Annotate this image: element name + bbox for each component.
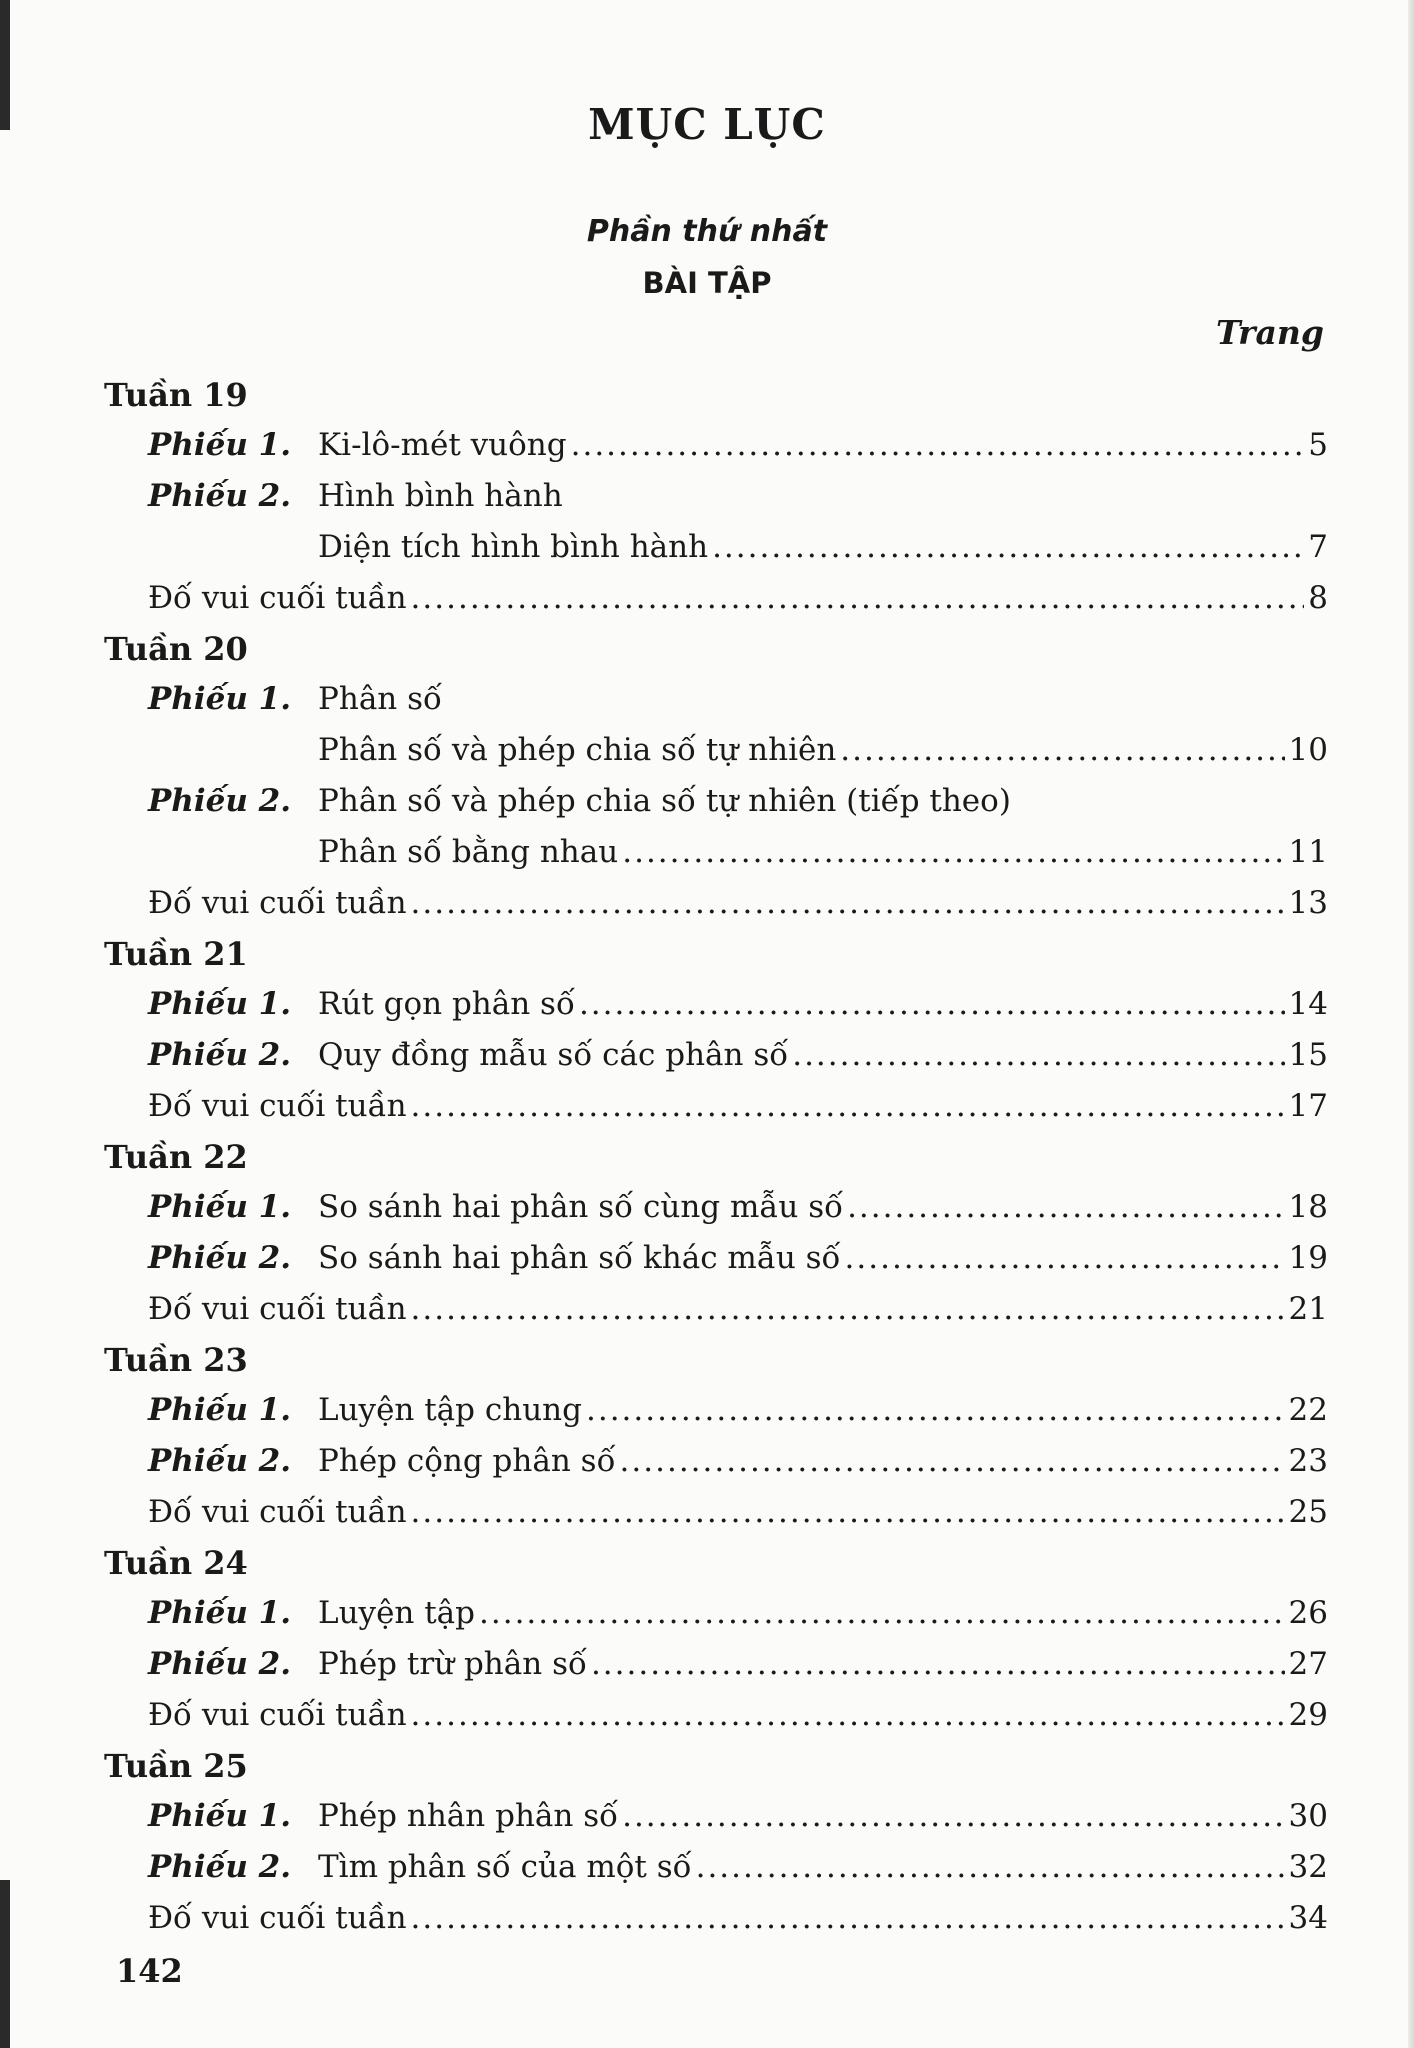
entry-page-number: 29 (1288, 1697, 1328, 1733)
entry-page-number: 26 (1288, 1595, 1328, 1631)
worksheet-label: Phiếu 1. (148, 1595, 292, 1631)
toc-week (0, 370, 1414, 624)
week-title: Tuần 21 (104, 935, 248, 973)
toc-entry[interactable] (0, 522, 1414, 573)
dot-leader (840, 725, 1284, 776)
entry-title: Đố vui cuối tuần (148, 580, 407, 616)
entry-page-number: 11 (1288, 834, 1328, 870)
worksheet-label: Phiếu 1. (148, 1392, 292, 1428)
dot-leader (411, 1690, 1285, 1741)
entry-page-number: 18 (1288, 1189, 1328, 1225)
worksheet-label: Phiếu 1. (148, 681, 292, 717)
dot-leader (696, 1842, 1285, 1893)
week-title: Tuần 19 (104, 376, 248, 414)
entry-title: Phép nhân phân số (318, 1798, 619, 1834)
toc-week (0, 1538, 1414, 1741)
dot-leader (411, 878, 1285, 929)
entry-page-number: 13 (1288, 885, 1328, 921)
toc-entry[interactable] (0, 1436, 1414, 1487)
dot-leader (591, 1639, 1285, 1690)
toc-entry[interactable] (0, 827, 1414, 878)
toc-entry[interactable] (0, 1588, 1414, 1639)
toc-entry[interactable] (0, 1182, 1414, 1233)
dot-leader (411, 1081, 1285, 1132)
entry-title: Đố vui cuối tuần (148, 885, 407, 921)
part-heading: Phần thứ nhất (586, 214, 828, 249)
worksheet-label: Phiếu 2. (148, 478, 292, 514)
toc-entry[interactable] (0, 1842, 1414, 1893)
dot-leader (411, 1487, 1285, 1538)
entry-title: Quy đồng mẫu số các phân số (318, 1037, 789, 1073)
toc-entry[interactable] (0, 420, 1414, 471)
entry-page-number: 8 (1308, 580, 1328, 616)
entry-title: Đố vui cuối tuần (148, 1088, 407, 1124)
dot-leader (792, 1030, 1284, 1081)
entry-page-number: 23 (1288, 1443, 1328, 1479)
worksheet-label: Phiếu 2. (148, 1443, 292, 1479)
toc-entry[interactable] (0, 1893, 1414, 1944)
toc-entry[interactable] (0, 1030, 1414, 1081)
entry-title: Luyện tập (318, 1595, 476, 1631)
dot-leader (622, 1791, 1284, 1842)
entry-title: Phép cộng phân số (318, 1443, 616, 1479)
entry-title: Hình bình hành (318, 478, 563, 514)
entry-title: Đố vui cuối tuần (148, 1291, 407, 1327)
toc-entry[interactable] (0, 1233, 1414, 1284)
dot-leader (712, 522, 1304, 573)
worksheet-label: Phiếu 1. (148, 427, 292, 463)
toc-entry[interactable] (0, 674, 1414, 725)
page-title: MỤC LỤC (588, 100, 826, 149)
entry-page-number: 19 (1288, 1240, 1328, 1276)
toc-entry[interactable] (0, 979, 1414, 1030)
entry-title: Tìm phân số của một số (318, 1849, 692, 1885)
entry-title: Rút gọn phân số (318, 986, 575, 1022)
toc-entry[interactable] (0, 1690, 1414, 1741)
entry-page-number: 15 (1288, 1037, 1328, 1073)
worksheet-label: Phiếu 1. (148, 986, 292, 1022)
entry-page-number: 5 (1308, 427, 1328, 463)
worksheet-label: Phiếu 1. (148, 1798, 292, 1834)
worksheet-label: Phiếu 1. (148, 1189, 292, 1225)
entry-title: Phân số bằng nhau (318, 834, 619, 870)
dot-leader (411, 1284, 1285, 1335)
entry-page-number: 27 (1288, 1646, 1328, 1682)
entry-title: Đố vui cuối tuần (148, 1494, 407, 1530)
toc-entry[interactable] (0, 776, 1414, 827)
entry-page-number: 30 (1288, 1798, 1328, 1834)
entry-title: Phép trừ phân số (318, 1646, 587, 1682)
entry-title: Phân số và phép chia số tự nhiên (tiếp theo) (318, 783, 1011, 819)
toc-entry[interactable] (0, 725, 1414, 776)
toc-entry[interactable] (0, 878, 1414, 929)
dot-leader (579, 979, 1285, 1030)
week-title: Tuần 24 (104, 1544, 248, 1582)
toc-week (0, 1132, 1414, 1335)
dot-leader (586, 1385, 1285, 1436)
entry-page-number: 22 (1288, 1392, 1328, 1428)
entry-page-number: 32 (1288, 1849, 1328, 1885)
week-title: Tuần 20 (104, 630, 248, 668)
week-title: Tuần 25 (104, 1747, 248, 1785)
entry-page-number: 14 (1288, 986, 1328, 1022)
worksheet-label: Phiếu 2. (148, 1849, 292, 1885)
dot-leader (411, 573, 1305, 624)
toc-entry[interactable] (0, 1385, 1414, 1436)
dot-leader (622, 827, 1284, 878)
toc-week (0, 624, 1414, 929)
entry-title: Đố vui cuối tuần (148, 1900, 407, 1936)
dot-leader (411, 1893, 1285, 1944)
entry-title: Phân số và phép chia số tự nhiên (318, 732, 837, 768)
toc-entry[interactable] (0, 1639, 1414, 1690)
table-of-contents (0, 370, 1414, 1944)
dot-leader (620, 1436, 1285, 1487)
toc-week (0, 1335, 1414, 1538)
toc-entry[interactable] (0, 1487, 1414, 1538)
page-number: 142 (116, 1952, 183, 1990)
toc-entry[interactable] (0, 1791, 1414, 1842)
dot-leader (571, 420, 1305, 471)
entry-page-number: 25 (1288, 1494, 1328, 1530)
toc-week (0, 1741, 1414, 1944)
week-title: Tuần 22 (104, 1138, 248, 1176)
toc-entry[interactable] (0, 573, 1414, 624)
dot-leader (847, 1182, 1284, 1233)
section-heading: BÀI TẬP (642, 266, 772, 300)
toc-entry[interactable] (0, 471, 1414, 522)
worksheet-label: Phiếu 2. (148, 1646, 292, 1682)
entry-page-number: 34 (1288, 1900, 1328, 1936)
entry-title: Ki-lô-mét vuông (318, 427, 567, 463)
entry-page-number: 7 (1308, 529, 1328, 565)
entry-title: So sánh hai phân số cùng mẫu số (318, 1189, 844, 1225)
dot-leader (479, 1588, 1285, 1639)
entry-page-number: 10 (1288, 732, 1328, 768)
entry-page-number: 17 (1288, 1088, 1328, 1124)
page-column-header: Trang (1216, 313, 1324, 352)
entry-title: So sánh hai phân số khác mẫu số (318, 1240, 841, 1276)
dot-leader (845, 1233, 1285, 1284)
entry-title: Phân số (318, 681, 442, 717)
worksheet-label: Phiếu 2. (148, 1240, 292, 1276)
worksheet-label: Phiếu 2. (148, 783, 292, 819)
entry-title: Diện tích hình bình hành (318, 529, 709, 565)
week-title: Tuần 23 (104, 1341, 248, 1379)
toc-entry[interactable] (0, 1081, 1414, 1132)
toc-entry[interactable] (0, 1284, 1414, 1335)
toc-week (0, 929, 1414, 1132)
worksheet-label: Phiếu 2. (148, 1037, 292, 1073)
entry-title: Luyện tập chung (318, 1392, 582, 1428)
entry-title: Đố vui cuối tuần (148, 1697, 407, 1733)
entry-page-number: 21 (1288, 1291, 1328, 1327)
